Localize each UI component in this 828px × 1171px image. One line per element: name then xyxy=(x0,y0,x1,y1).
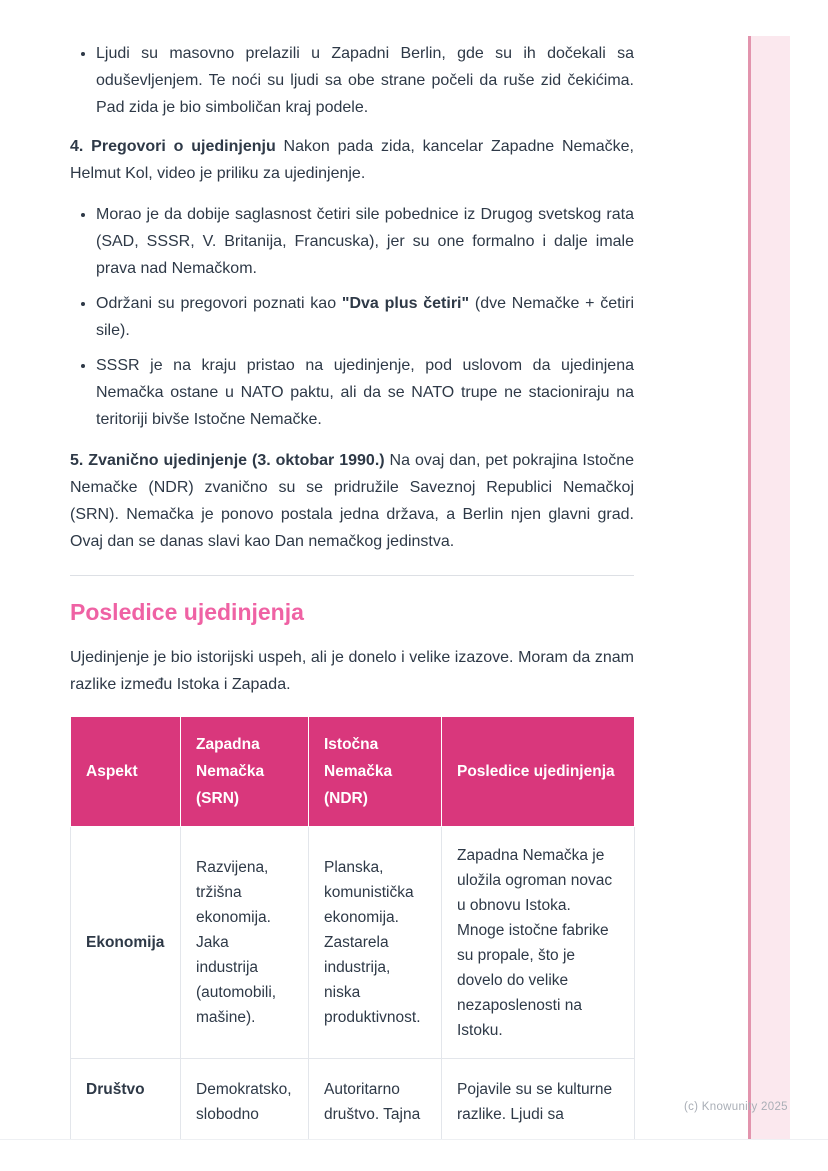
table-cell-consequence: Zapadna Nemačka je uložila ogroman novac u obnovu Istoka. Mnoge istočne fabrike su propale, što je dovelo do velike nezaposlenosti na Istoku. xyxy=(442,827,635,1059)
table-cell-east: Planska, komunistička ekonomija. Zastarela industrija, niska produktivnost. xyxy=(309,827,442,1059)
bullet-text: Ljudi su masovno prelazili u Zapadni Berlin, gde su ih dočekali sa oduševljenjem. Te noći su ljudi sa obe strane počeli da ruše zid čekićima. Pad zida je bio simboličan kraj podele. xyxy=(96,45,634,116)
table-cell-row-label: Društvo xyxy=(71,1059,181,1141)
document-content xyxy=(70,40,634,1140)
table-cell-consequence: Pojavile su se kulturne razlike. Ljudi sa xyxy=(442,1059,635,1141)
bullet-text: Morao je da dobije saglasnost četiri sile pobednice iz Drugog svetskog rata (SAD, SSSR, V. Britanija, Francuska), jer su one formalno i dalje imale prava nad Nemačkom. xyxy=(96,206,634,277)
table-header-consequences: Posledice ujedinjenja xyxy=(442,717,635,827)
section-5-text: Na ovaj dan, pet pokrajina Istočne Nemačke (NDR) zvanično su se pridružile Saveznoj Republici Nemačkoj (SRN). Nemačka je ponovo postala jedna država, a Berlin njen glavni grad. Ovaj dan se danas slavi kao Dan nemačkog jedinstva. xyxy=(70,452,635,550)
copyright-watermark: (c) Knowunity 2025 xyxy=(684,1101,788,1113)
table-header-east-germany: Istočna Nemačka (NDR) xyxy=(309,717,442,827)
table-header-row xyxy=(71,717,635,827)
comparison-table xyxy=(70,716,635,1140)
bullet-text: (dve Nemačke + četiri sile). xyxy=(96,295,635,339)
consequences-intro-paragraph: Ujedinjenje je bio istorijski uspeh, ali je donelo i velike izazove. Moram da znam razlike između Istoka i Zapada. xyxy=(70,649,634,693)
table-cell-west: Razvijena, tržišna ekonomija. Jaka industrija (automobili, mašine). xyxy=(181,827,309,1059)
list-item xyxy=(96,201,634,282)
section-4-text: Nakon pada zida, kancelar Zapadne Nemačke, Helmut Kol, video je priliku za ujedinjenje. xyxy=(70,138,634,182)
decorative-margin-stripe xyxy=(748,36,790,1140)
list-item xyxy=(96,352,634,433)
table-cell-west: Demokratsko, slobodno xyxy=(181,1059,309,1141)
list-item xyxy=(96,40,634,121)
section-4-paragraph xyxy=(70,133,634,187)
bullet-text: Održani su pregovori poznati kao xyxy=(96,295,342,312)
section-4-bullet-list xyxy=(70,201,634,433)
bullet-text: SSSR je na kraju pristao na ujedinjenje, pod uslovom da ujedinjena Nemačka ostane u NATO paktu, ali da se NATO trupe ne stacioniraju na teritoriji bivše Istočne Nemačke. xyxy=(96,357,634,428)
table-row xyxy=(71,827,635,1059)
section-5-paragraph xyxy=(70,447,634,555)
table-cell-east: Autoritarno društvo. Tajna xyxy=(309,1059,442,1141)
list-item xyxy=(96,290,634,344)
consequences-heading: Posledice ujedinjenja xyxy=(70,599,304,625)
table-header-aspect: Aspekt xyxy=(71,717,181,827)
table-cell-row-label: Ekonomija xyxy=(71,827,181,1059)
section-5-title: 5. Zvanično ujedinjenje (3. oktobar 1990.) xyxy=(70,452,385,469)
bullet-bold-text: "Dva plus četiri" xyxy=(341,295,470,312)
section-divider xyxy=(70,575,634,576)
section-4-title: 4. Pregovori o ujedinjenju xyxy=(70,138,276,155)
table-row xyxy=(71,1059,635,1141)
intro-bullet-list xyxy=(70,40,634,121)
table-header-west-germany: Zapadna Nemačka (SRN) xyxy=(181,717,309,827)
